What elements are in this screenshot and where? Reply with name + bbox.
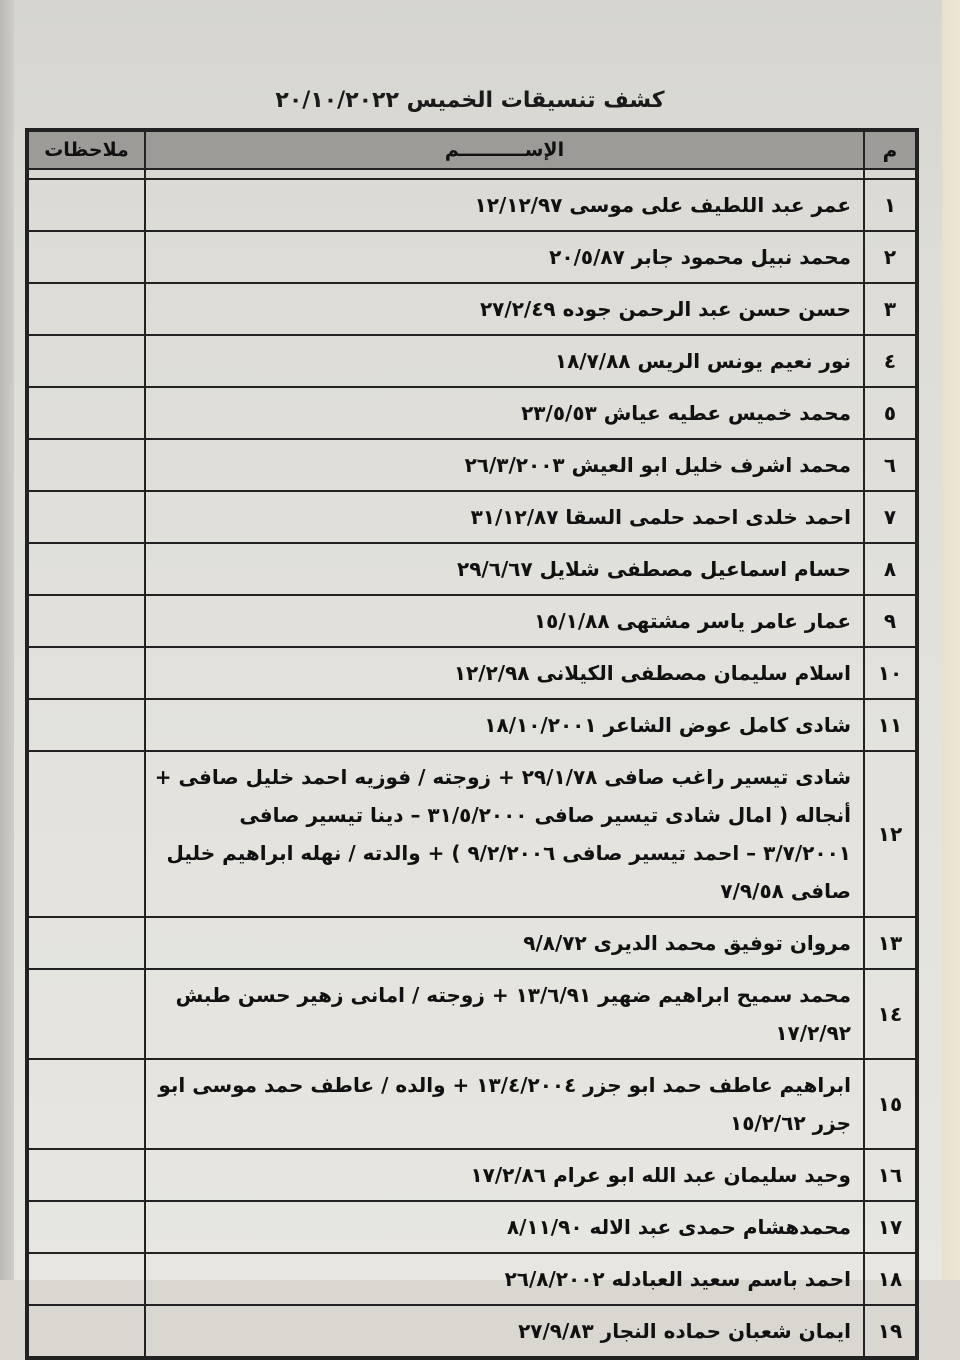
table-row	[28, 1305, 916, 1357]
row-number: ٣	[864, 283, 916, 335]
table-row	[28, 969, 916, 1059]
table-row	[28, 439, 916, 491]
header-notes: ملاحظات	[28, 131, 145, 169]
row-number: ١٦	[864, 1149, 916, 1201]
table-row	[28, 647, 916, 699]
background-wall	[942, 0, 960, 1280]
header-name: الإســــــــــم	[145, 131, 864, 169]
row-number: ١٥	[864, 1059, 916, 1149]
row-name: شادى تيسير راغب صافى ٢٩/١/٧٨ + زوجته / فوزيه احمد خليل صافى + أنجاله ( امال شادى تيسير صافى ٣١/٥/٢٠٠٠ – دينا تيسير صافى ٣/٧/٢٠٠١ – احمد تيسير صافى ٩/٢/٢٠٠٦ ) + والدته / نهله ابراهيم خليل صافى ٧/٩/٥٨	[145, 751, 864, 917]
row-number: ١٠	[864, 647, 916, 699]
row-notes	[28, 543, 145, 595]
row-notes	[28, 647, 145, 699]
row-notes	[28, 699, 145, 751]
row-number: ١٤	[864, 969, 916, 1059]
table-header-row	[28, 131, 916, 169]
row-name: محمد نبيل محمود جابر ٢٠/٥/٨٧	[145, 231, 864, 283]
row-name: احمد باسم سعيد العبادله ٢٦/٨/٢٠٠٢	[145, 1253, 864, 1305]
table-row	[28, 917, 916, 969]
page-title: كشف تنسيقات الخميس ٢٠/١٠/٢٠٢٢	[275, 88, 665, 113]
row-name: ابراهيم عاطف حمد ابو جزر ١٣/٤/٢٠٠٤ + والده / عاطف حمد موسى ابو جزر ١٥/٢/٦٢	[145, 1059, 864, 1149]
row-name: محمد سميح ابراهيم ضهير ١٣/٦/٩١ + زوجته / امانى زهير حسن طبش ١٧/٢/٩٢	[145, 969, 864, 1059]
row-number: ٧	[864, 491, 916, 543]
row-number: ٥	[864, 387, 916, 439]
row-number: ١١	[864, 699, 916, 751]
table-row	[28, 179, 916, 231]
row-name: اسلام سليمان مصطفى الكيلانى ١٢/٢/٩٨	[145, 647, 864, 699]
row-number: ١٢	[864, 751, 916, 917]
row-name: عمار عامر ياسر مشتهى ١٥/١/٨٨	[145, 595, 864, 647]
header-separator	[28, 169, 916, 179]
table-row	[28, 1059, 916, 1149]
row-notes	[28, 595, 145, 647]
row-name: مروان توفيق محمد الديرى ٩/٨/٧٢	[145, 917, 864, 969]
row-notes	[28, 1305, 145, 1357]
row-number: ١٣	[864, 917, 916, 969]
row-number: ١	[864, 179, 916, 231]
row-notes	[28, 1149, 145, 1201]
row-name: محمد خميس عطيه عياش ٢٣/٥/٥٣	[145, 387, 864, 439]
names-table-frame	[25, 128, 919, 1360]
table-row	[28, 335, 916, 387]
row-name: حسام اسماعيل مصطفى شلايل ٢٩/٦/٦٧	[145, 543, 864, 595]
row-notes	[28, 751, 145, 917]
table-row	[28, 543, 916, 595]
table-row	[28, 751, 916, 917]
row-notes	[28, 179, 145, 231]
table-row	[28, 387, 916, 439]
row-number: ٦	[864, 439, 916, 491]
row-name: نور نعيم يونس الريس ١٨/٧/٨٨	[145, 335, 864, 387]
row-notes	[28, 969, 145, 1059]
row-notes	[28, 387, 145, 439]
row-notes	[28, 1253, 145, 1305]
row-number: ٢	[864, 231, 916, 283]
row-name: حسن حسن عبد الرحمن جوده ٢٧/٢/٤٩	[145, 283, 864, 335]
row-notes	[28, 335, 145, 387]
row-number: ١٧	[864, 1201, 916, 1253]
page-edge	[0, 0, 14, 1280]
row-name: احمد خلدى احمد حلمى السقا ٣١/١٢/٨٧	[145, 491, 864, 543]
table-row	[28, 1149, 916, 1201]
row-notes	[28, 283, 145, 335]
row-notes	[28, 917, 145, 969]
row-number: ١٨	[864, 1253, 916, 1305]
table-row	[28, 1253, 916, 1305]
table-row	[28, 491, 916, 543]
row-name: وحيد سليمان عبد الله ابو عرام ١٧/٢/٨٦	[145, 1149, 864, 1201]
row-number: ١٩	[864, 1305, 916, 1357]
row-notes	[28, 231, 145, 283]
names-table	[27, 130, 917, 1358]
row-notes	[28, 1059, 145, 1149]
row-number: ٤	[864, 335, 916, 387]
row-name: محمد اشرف خليل ابو العيش ٢٦/٣/٢٠٠٣	[145, 439, 864, 491]
row-name: ايمان شعبان حماده النجار ٢٧/٩/٨٣	[145, 1305, 864, 1357]
row-name: شادى كامل عوض الشاعر ١٨/١٠/٢٠٠١	[145, 699, 864, 751]
row-name: محمدهشام حمدى عبد الاله ٨/١١/٩٠	[145, 1201, 864, 1253]
table-body	[28, 169, 916, 1357]
row-notes	[28, 1201, 145, 1253]
row-number: ٩	[864, 595, 916, 647]
row-number: ٨	[864, 543, 916, 595]
table-row	[28, 595, 916, 647]
table-row	[28, 1201, 916, 1253]
row-notes	[28, 439, 145, 491]
table-row	[28, 699, 916, 751]
table-row	[28, 283, 916, 335]
row-notes	[28, 491, 145, 543]
row-name: عمر عبد اللطيف على موسى ١٢/١٢/٩٧	[145, 179, 864, 231]
table-row	[28, 231, 916, 283]
header-number: م	[864, 131, 916, 169]
